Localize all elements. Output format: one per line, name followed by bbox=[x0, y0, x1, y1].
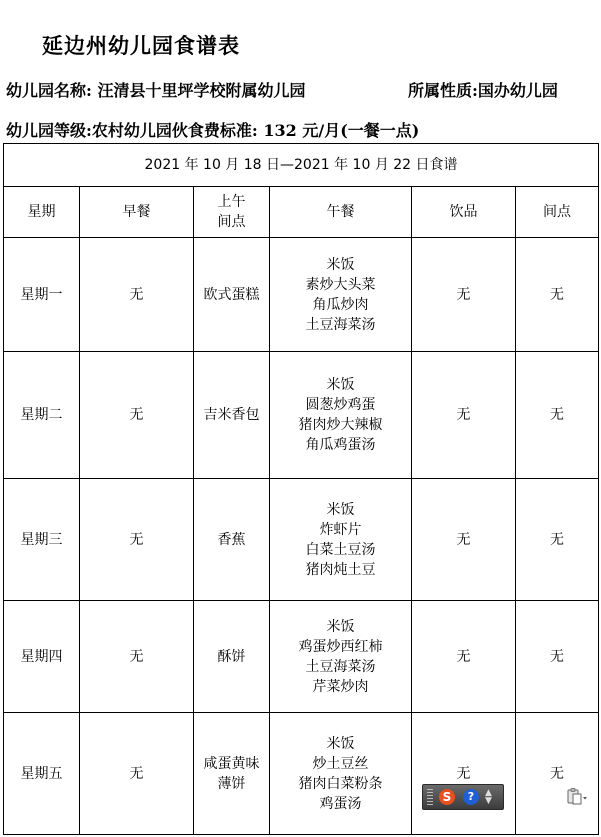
table-row bbox=[4, 601, 599, 713]
lunch-cell bbox=[270, 352, 412, 479]
header-morning-snack-line1: 上午 bbox=[217, 194, 246, 210]
header-snack: 间点 bbox=[516, 187, 599, 238]
lunch-item: 猪肉炒大辣椒 bbox=[298, 417, 383, 433]
header-morning-snack bbox=[194, 187, 270, 238]
lunch-item: 白菜土豆汤 bbox=[305, 541, 376, 558]
lunch-item: 炸虾片 bbox=[319, 521, 362, 538]
lunch-item: 米饭 bbox=[326, 377, 355, 393]
help-icon[interactable]: ? bbox=[463, 789, 479, 805]
ime-menu-arrow-icon[interactable]: ▲ ▼ bbox=[485, 788, 492, 806]
breakfast-cell: 无 bbox=[80, 479, 194, 601]
lunch-item: 角瓜鸡蛋汤 bbox=[305, 437, 376, 453]
lunch-item: 米饭 bbox=[326, 501, 355, 518]
lunch-item: 米饭 bbox=[326, 735, 355, 752]
drink-cell: 无 bbox=[412, 352, 516, 479]
day-cell: 星期四 bbox=[4, 601, 80, 713]
table-row bbox=[4, 238, 599, 352]
snack-cell: 无 bbox=[516, 601, 599, 713]
snack-cell: 无 bbox=[516, 238, 599, 352]
kindergarten-name: 幼儿园名称: 汪清县十里坪学校附属幼儿园 bbox=[6, 81, 306, 100]
lunch-cell bbox=[270, 238, 412, 352]
ime-toolbar[interactable] bbox=[422, 784, 504, 810]
header-row bbox=[4, 187, 599, 238]
ime-grip-icon[interactable] bbox=[427, 789, 433, 805]
drink-cell: 无 bbox=[412, 713, 516, 835]
morning-snack-line: 薄饼 bbox=[217, 775, 246, 792]
lunch-item: 土豆海菜汤 bbox=[305, 658, 376, 675]
day-cell: 星期一 bbox=[4, 238, 80, 352]
morning-snack-line: 酥饼 bbox=[217, 648, 246, 665]
table-row bbox=[4, 713, 599, 835]
day-cell: 星期二 bbox=[4, 352, 80, 479]
date-range: 2021 年 10 月 18 日—2021 年 10 月 22 日食谱 bbox=[4, 144, 599, 187]
header-drink: 饮品 bbox=[412, 187, 516, 238]
header-morning-snack-line2: 间点 bbox=[217, 214, 246, 230]
lunch-item: 猪肉白菜粉条 bbox=[298, 775, 383, 792]
breakfast-cell: 无 bbox=[80, 601, 194, 713]
drink-cell: 无 bbox=[412, 238, 516, 352]
lunch-item: 米饭 bbox=[326, 256, 355, 273]
kindergarten-grade-fee: 幼儿园等级:农村幼儿园伙食费标准: 132 元/月(一餐一点) bbox=[6, 121, 420, 140]
breakfast-cell: 无 bbox=[80, 352, 194, 479]
snack-cell: 无 bbox=[516, 479, 599, 601]
kindergarten-info-line bbox=[6, 78, 558, 101]
lunch-cell bbox=[270, 601, 412, 713]
table-row bbox=[4, 352, 599, 479]
lunch-item: 鸡蛋炒西红柿 bbox=[298, 638, 383, 655]
header-breakfast: 早餐 bbox=[80, 187, 194, 238]
day-cell: 星期五 bbox=[4, 713, 80, 835]
snack-cell: 无 bbox=[516, 713, 599, 835]
morning-snack-cell bbox=[194, 238, 270, 352]
day-cell: 星期三 bbox=[4, 479, 80, 601]
paste-options-icon[interactable] bbox=[566, 787, 588, 807]
morning-snack-cell bbox=[194, 479, 270, 601]
morning-snack-cell bbox=[194, 352, 270, 479]
lunch-cell bbox=[270, 479, 412, 601]
sogou-s-icon[interactable]: S bbox=[439, 789, 455, 805]
drink-cell: 无 bbox=[412, 479, 516, 601]
table-row bbox=[4, 479, 599, 601]
morning-snack-line: 香蕉 bbox=[217, 531, 246, 548]
morning-snack-cell bbox=[194, 601, 270, 713]
lunch-item: 角瓜炒肉 bbox=[312, 296, 369, 313]
morning-snack-cell bbox=[194, 713, 270, 835]
menu-table bbox=[3, 143, 599, 835]
lunch-item: 圆葱炒鸡蛋 bbox=[305, 397, 376, 413]
date-range-row bbox=[4, 144, 599, 187]
lunch-item: 猪肉炖土豆 bbox=[305, 561, 376, 578]
header-lunch: 午餐 bbox=[270, 187, 412, 238]
lunch-item: 土豆海菜汤 bbox=[305, 316, 376, 333]
lunch-item: 素炒大头菜 bbox=[305, 276, 376, 293]
lunch-item: 炒土豆丝 bbox=[312, 755, 369, 772]
page-title: 延边州幼儿园食谱表 bbox=[42, 33, 240, 58]
drink-cell: 无 bbox=[412, 601, 516, 713]
snack-cell: 无 bbox=[516, 352, 599, 479]
lunch-item: 芹菜炒肉 bbox=[312, 678, 369, 695]
morning-snack-line: 吉米香包 bbox=[203, 407, 260, 423]
kindergarten-nature: 所属性质:国办幼儿园 bbox=[408, 81, 558, 100]
morning-snack-line: 欧式蛋糕 bbox=[203, 286, 260, 303]
breakfast-cell: 无 bbox=[80, 238, 194, 352]
breakfast-cell: 无 bbox=[80, 713, 194, 835]
header-day: 星期 bbox=[4, 187, 80, 238]
lunch-cell bbox=[270, 713, 412, 835]
morning-snack-line: 咸蛋黄味 bbox=[203, 755, 260, 772]
lunch-item: 米饭 bbox=[326, 618, 355, 635]
lunch-item: 鸡蛋汤 bbox=[319, 795, 362, 812]
